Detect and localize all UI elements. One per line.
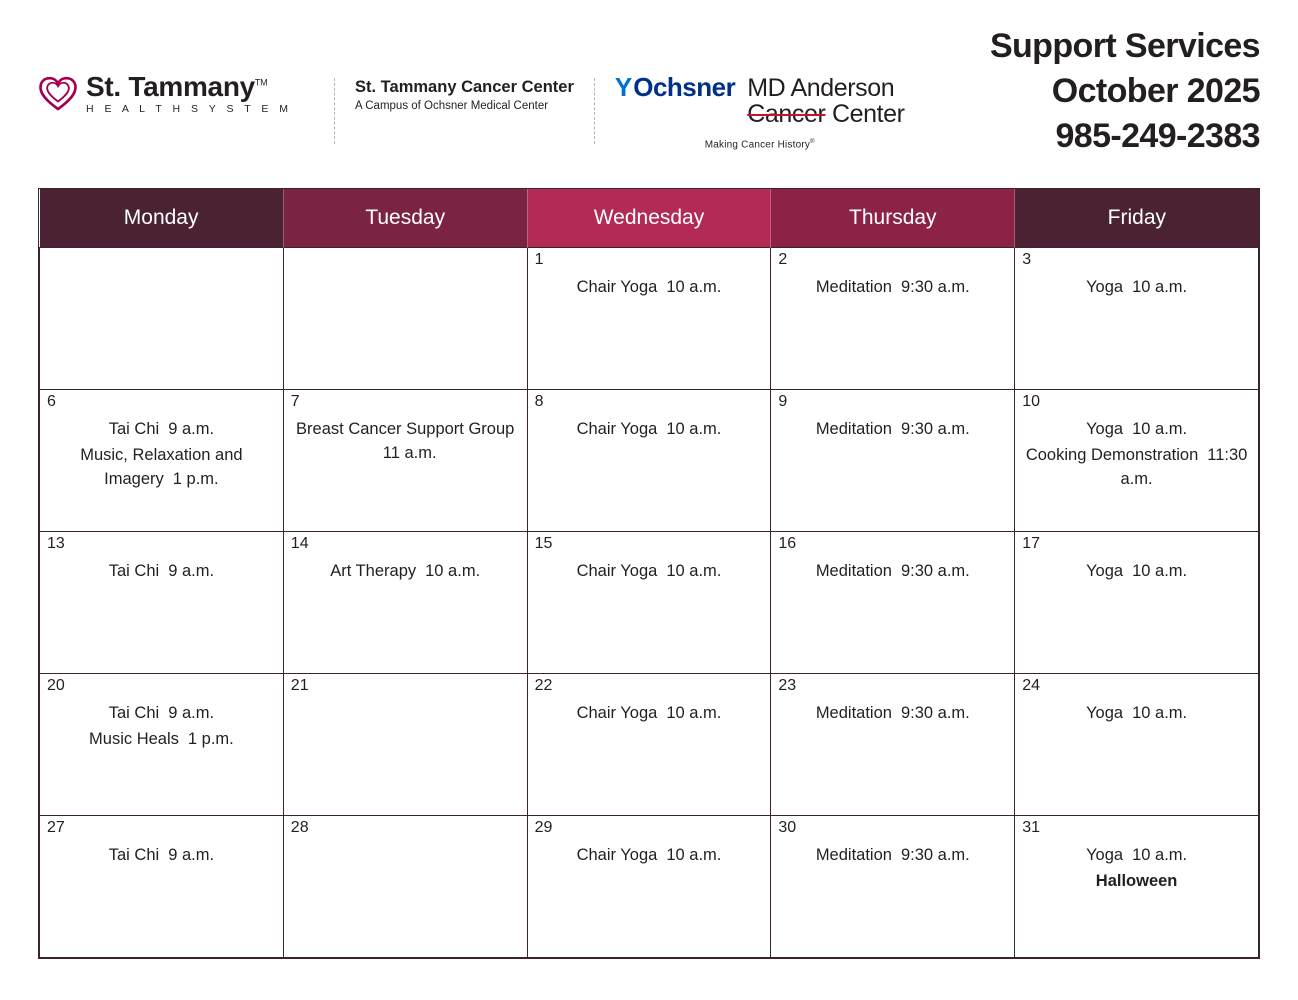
calendar-empty-cell	[283, 248, 527, 390]
day-number: 22	[534, 677, 553, 694]
event-list	[1015, 674, 1258, 734]
calendar-day-cell	[283, 390, 527, 532]
md-anderson-name: MD Anderson	[747, 74, 895, 102]
calendar-day-cell	[527, 816, 771, 958]
calendar-event	[538, 418, 761, 442]
calendar-event	[1025, 276, 1248, 300]
calendar-event	[50, 418, 273, 442]
calendar-day-cell	[283, 674, 527, 816]
cancer-center-subtitle: A Campus of Ochsner Medical Center	[355, 100, 549, 112]
calendar-body	[40, 248, 1259, 958]
calendar-event	[781, 844, 1004, 868]
calendar-empty-cell	[40, 248, 284, 390]
center-word: Center	[831, 100, 905, 128]
column-header-thursday: Thursday	[771, 189, 1015, 248]
event-name: Meditation	[815, 846, 892, 864]
contact-phone: 985-249-2383	[1055, 116, 1260, 155]
day-number: 30	[778, 819, 797, 836]
event-name: Chair Yoga	[576, 278, 658, 296]
event-list	[1015, 816, 1258, 902]
calendar-event	[781, 276, 1004, 300]
event-list	[771, 816, 1014, 876]
day-number: 29	[534, 819, 553, 836]
event-name: Meditation	[815, 420, 892, 438]
day-number: 3	[1022, 251, 1032, 268]
event-list	[284, 532, 527, 592]
event-time: 10 a.m.	[666, 562, 722, 580]
day-number: 1	[534, 251, 544, 268]
day-number: 21	[290, 677, 309, 694]
column-header-tuesday: Tuesday	[283, 189, 527, 248]
title-line-2: October 2025	[1051, 71, 1260, 110]
event-list	[1015, 248, 1258, 308]
logo-divider-2	[594, 78, 595, 144]
event-list	[771, 674, 1014, 734]
event-name: Breast Cancer Support Group	[296, 420, 515, 438]
calendar-event	[538, 276, 761, 300]
ochsner-name: Ochsner	[633, 72, 736, 102]
event-time: 10 a.m.	[666, 278, 722, 296]
calendar-event	[294, 418, 517, 466]
event-time: 10 a.m.	[1132, 278, 1188, 296]
trademark-mark: TM	[254, 77, 268, 88]
event-list	[40, 816, 283, 876]
st-tammany-name: St. Tammany™	[86, 71, 268, 102]
event-name: Meditation	[815, 562, 892, 580]
event-name: Tai Chi	[108, 704, 160, 722]
page-header	[0, 0, 1298, 180]
day-number: 2	[778, 251, 788, 268]
event-name: Music, Relaxation and Imagery	[80, 445, 243, 488]
event-name: Yoga	[1086, 420, 1124, 438]
event-name: Halloween	[1095, 871, 1178, 890]
st-tammany-cancer-center-logo	[355, 72, 574, 112]
event-list	[528, 674, 771, 734]
column-header-monday: Monday	[40, 189, 284, 248]
calendar-day-cell	[40, 532, 284, 674]
cancer-center-name: St. Tammany Cancer Center	[355, 78, 574, 96]
calendar-event	[294, 560, 517, 584]
day-number: 14	[290, 535, 309, 552]
st-tammany-subtitle: H E A L T H S Y S T E M	[86, 103, 293, 116]
calendar-day-cell	[527, 532, 771, 674]
event-time: 9 a.m.	[168, 704, 215, 722]
calendar-event	[1025, 418, 1248, 442]
event-time: 10 a.m.	[666, 704, 722, 722]
event-name: Art Therapy	[330, 562, 417, 580]
column-header-friday: Friday	[1015, 189, 1259, 248]
calendar-day-cell	[1015, 532, 1259, 674]
ochsner-md-anderson-logo	[615, 72, 905, 150]
calendar-day-cell	[1015, 248, 1259, 390]
event-name: Cooking Demonstration	[1025, 445, 1199, 464]
event-list	[40, 390, 283, 500]
event-time: 9:30 a.m.	[900, 562, 970, 580]
calendar-week-row	[40, 248, 1259, 390]
day-number: 13	[47, 535, 65, 552]
calendar-day-cell	[771, 390, 1015, 532]
event-time: 10 a.m.	[1132, 704, 1188, 722]
ochsner-mark-icon: Y	[614, 72, 633, 102]
event-name: Chair Yoga	[576, 704, 658, 722]
event-name: Chair Yoga	[576, 562, 658, 580]
st-tammany-health-system-logo	[38, 72, 314, 115]
event-list	[40, 674, 283, 760]
event-list	[284, 816, 527, 850]
event-time: 11 a.m.	[382, 443, 437, 462]
event-name: Yoga	[1086, 278, 1124, 296]
day-number: 6	[47, 393, 56, 410]
calendar-event	[50, 444, 273, 492]
day-number: 20	[47, 677, 65, 694]
event-time: 11:30 a.m.	[1120, 445, 1248, 488]
event-name: Tai Chi	[108, 562, 160, 580]
event-name: Meditation	[815, 704, 892, 722]
calendar-day-cell	[283, 532, 527, 674]
event-list	[1015, 532, 1258, 592]
event-time: 1 p.m.	[172, 469, 219, 488]
ochsner-tagline: Making Cancer History®	[704, 139, 815, 151]
calendar-week-row	[40, 816, 1259, 958]
calendar-day-cell	[771, 248, 1015, 390]
calendar-day-cell	[1015, 816, 1259, 958]
event-name: Music Heals	[89, 729, 179, 748]
event-list	[771, 390, 1014, 450]
day-number: 9	[778, 393, 788, 410]
calendar-header-row	[40, 189, 1259, 248]
calendar-event	[538, 844, 761, 868]
calendar-event	[781, 702, 1004, 726]
heart-icon	[38, 74, 78, 114]
column-header-wednesday: Wednesday	[527, 189, 771, 248]
calendar-day-cell	[527, 248, 771, 390]
calendar-event	[1025, 702, 1248, 726]
event-time: 9:30 a.m.	[900, 278, 970, 296]
day-number: 27	[47, 819, 65, 836]
calendar-event	[50, 844, 273, 868]
event-list	[284, 674, 527, 708]
logo-group	[38, 72, 905, 150]
event-time: 10 a.m.	[666, 846, 722, 864]
calendar-week-row	[40, 674, 1259, 816]
calendar-event	[1025, 844, 1248, 868]
calendar-event	[50, 702, 273, 726]
calendar-day-cell	[1015, 390, 1259, 532]
event-name: Meditation	[815, 278, 892, 296]
page-title	[990, 24, 1260, 159]
event-time: 1 p.m.	[187, 729, 234, 748]
event-time: 10 a.m.	[425, 562, 481, 580]
calendar	[38, 188, 1260, 959]
event-name: Chair Yoga	[576, 420, 658, 438]
event-time: 10 a.m.	[1132, 562, 1188, 580]
event-list	[40, 532, 283, 592]
day-number: 8	[534, 393, 544, 410]
event-time: 9 a.m.	[168, 846, 215, 864]
calendar-day-cell	[40, 674, 284, 816]
day-number: 24	[1022, 677, 1040, 694]
day-number: 31	[1022, 819, 1040, 836]
day-number: 23	[778, 677, 797, 694]
event-name: Yoga	[1086, 704, 1124, 722]
day-number: 10	[1022, 393, 1040, 410]
calendar-day-cell	[527, 674, 771, 816]
event-time: 9:30 a.m.	[900, 704, 970, 722]
event-time: 10 a.m.	[1132, 420, 1188, 438]
day-number: 28	[290, 819, 309, 836]
calendar-day-cell	[40, 390, 284, 532]
day-number: 7	[290, 393, 300, 410]
logo-divider-1	[334, 78, 335, 144]
calendar-day-cell	[771, 674, 1015, 816]
event-time: 9:30 a.m.	[900, 420, 970, 438]
event-name: Chair Yoga	[576, 846, 658, 864]
calendar-day-cell	[771, 816, 1015, 958]
calendar-event	[781, 418, 1004, 442]
day-number: 15	[534, 535, 553, 552]
calendar-event	[1025, 560, 1248, 584]
calendar-event	[538, 702, 761, 726]
event-list	[1015, 390, 1258, 500]
calendar-event	[781, 560, 1004, 584]
day-number: 17	[1022, 535, 1040, 552]
calendar-event	[50, 560, 273, 584]
event-list	[528, 532, 771, 592]
event-list	[40, 248, 283, 282]
calendar-day-cell	[527, 390, 771, 532]
day-number: 16	[778, 535, 797, 552]
event-time: 9 a.m.	[168, 420, 215, 438]
event-list	[528, 816, 771, 876]
event-list	[284, 390, 527, 474]
calendar-event	[50, 728, 273, 752]
calendar-event	[1025, 444, 1248, 492]
calendar-day-cell	[283, 816, 527, 958]
calendar-week-row	[40, 532, 1259, 674]
event-list	[771, 248, 1014, 308]
title-line-1: Support Services	[989, 27, 1260, 65]
cancer-strikethrough: Cancer	[747, 100, 826, 128]
event-list	[771, 532, 1014, 592]
calendar-day-cell	[1015, 674, 1259, 816]
calendar-day-cell	[40, 816, 284, 958]
event-time: 10 a.m.	[1132, 846, 1188, 864]
holiday-label	[1025, 870, 1248, 894]
calendar-day-cell	[771, 532, 1015, 674]
event-list	[284, 248, 527, 282]
event-time: 10 a.m.	[666, 420, 722, 438]
event-list	[528, 390, 771, 450]
event-name: Tai Chi	[108, 846, 160, 864]
event-time: 9:30 a.m.	[900, 846, 970, 864]
calendar-week-row	[40, 390, 1259, 532]
calendar-event	[538, 560, 761, 584]
event-name: Yoga	[1086, 846, 1124, 864]
event-time: 9 a.m.	[168, 562, 215, 580]
event-name: Tai Chi	[108, 420, 160, 438]
event-name: Yoga	[1086, 562, 1124, 580]
event-list	[528, 248, 771, 308]
